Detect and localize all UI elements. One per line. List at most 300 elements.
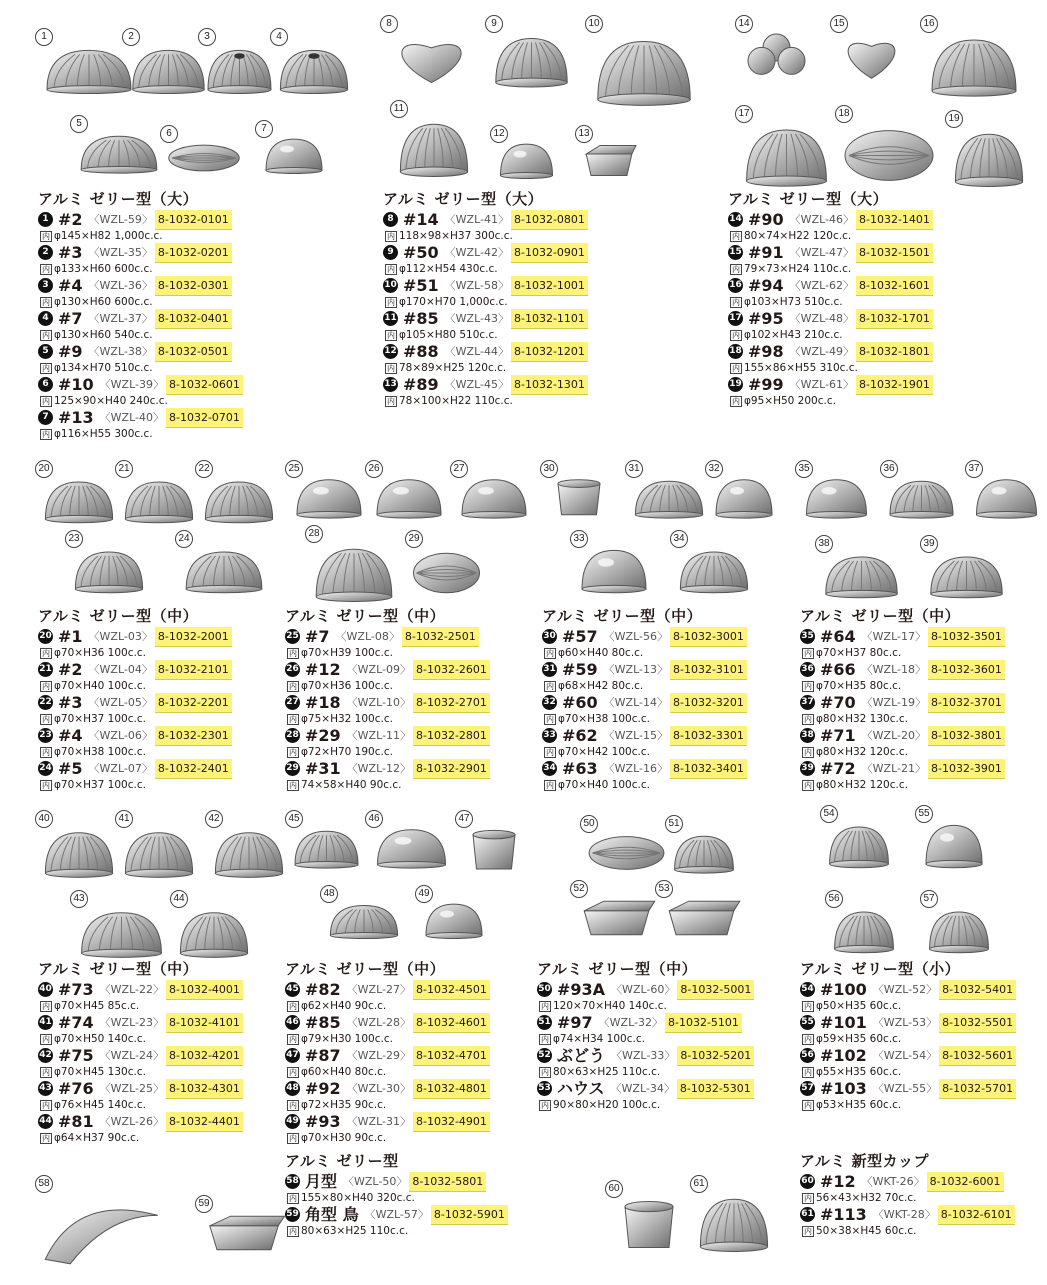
product-item bbox=[38, 1046, 243, 1079]
product-item bbox=[38, 980, 243, 1013]
jelly-mold-flute-icon bbox=[74, 904, 169, 962]
inner-dimension-mark: 内 bbox=[387, 231, 395, 241]
product-code: 8-1032-2001 bbox=[155, 627, 232, 647]
inner-dimension-mark: 内 bbox=[42, 714, 50, 724]
photo-number-badge: 5 bbox=[70, 115, 88, 133]
group-title: アルミ ゼリー型（中） bbox=[285, 960, 446, 978]
product-name: #31 bbox=[305, 759, 341, 778]
product-name: #3 bbox=[58, 693, 83, 712]
product-code: 8-1032-5601 bbox=[939, 1046, 1016, 1066]
product-code: 8-1032-1701 bbox=[856, 309, 933, 329]
photo-number-badge: 56 bbox=[825, 890, 843, 908]
photo-number-badge: 31 bbox=[625, 460, 643, 478]
product-item bbox=[800, 1079, 1016, 1112]
product-spec: φ70×H36 100c.c. bbox=[54, 647, 146, 659]
product-code: 8-1032-3301 bbox=[670, 726, 747, 746]
photo-number-badge: 32 bbox=[705, 460, 723, 478]
photo-number-badge: 35 bbox=[795, 460, 813, 478]
product-spec: φ70×H37 80c.c. bbox=[816, 647, 902, 659]
item-number-badge: 11 bbox=[383, 311, 398, 326]
jelly-mold-flute-icon bbox=[119, 824, 199, 882]
model-number: 〈WZL-54〉 bbox=[872, 1049, 938, 1062]
inner-dimension-mark: 内 bbox=[546, 681, 554, 691]
product-item bbox=[38, 1112, 243, 1145]
product-name: #7 bbox=[58, 309, 83, 328]
inner-dimension-mark: 内 bbox=[387, 330, 395, 340]
model-number: 〈WZL-16〉 bbox=[603, 762, 668, 775]
photo-number-badge: 17 bbox=[735, 105, 753, 123]
product-spec: φ70×H38 100c.c. bbox=[54, 746, 146, 758]
model-number: 〈WZL-33〉 bbox=[611, 1049, 676, 1062]
product-name: #102 bbox=[820, 1046, 867, 1065]
photo-number-badge: 50 bbox=[580, 815, 598, 833]
photo-number-badge: 12 bbox=[490, 125, 508, 143]
photo-number-badge: 39 bbox=[920, 535, 938, 553]
product-name: #93A bbox=[557, 980, 606, 999]
product-item bbox=[537, 980, 754, 1013]
product-item bbox=[38, 726, 232, 759]
photo-number-badge: 44 bbox=[170, 890, 188, 908]
item-number-badge: 25 bbox=[285, 629, 300, 644]
jelly-mold-flute-icon bbox=[829, 904, 899, 957]
jelly-mold-dome-icon bbox=[259, 134, 329, 177]
inner-dimension-mark: 内 bbox=[42, 330, 50, 340]
photo-number-badge: 18 bbox=[835, 105, 853, 123]
product-code: 8-1032-2601 bbox=[413, 660, 490, 680]
inner-dimension-mark: 内 bbox=[42, 648, 50, 658]
product-name: #85 bbox=[403, 309, 439, 328]
product-code: 8-1032-1801 bbox=[856, 342, 933, 362]
item-number-badge: 57 bbox=[800, 1081, 815, 1096]
product-spec: φ59×H35 60c.c. bbox=[816, 1033, 902, 1045]
product-name: #18 bbox=[305, 693, 341, 712]
model-number: 〈WKT-26〉 bbox=[861, 1175, 925, 1188]
product-item bbox=[800, 1046, 1016, 1079]
photo-number-badge: 24 bbox=[175, 530, 193, 548]
photo-number-badge: 20 bbox=[35, 460, 53, 478]
product-item bbox=[383, 309, 588, 342]
product-group bbox=[537, 958, 754, 1112]
product-group bbox=[285, 605, 490, 792]
product-item bbox=[38, 627, 232, 660]
product-code: 8-1032-3601 bbox=[928, 660, 1005, 680]
product-code: 8-1032-0601 bbox=[166, 375, 243, 395]
product-item bbox=[728, 309, 933, 342]
group-title: アルミ ゼリー型（中） bbox=[800, 607, 961, 625]
inner-dimension-mark: 内 bbox=[42, 429, 50, 439]
item-number-badge: 18 bbox=[728, 344, 743, 359]
item-number-badge: 49 bbox=[285, 1114, 300, 1129]
inner-dimension-mark: 内 bbox=[387, 297, 395, 307]
product-spec: 125×90×H40 240c.c. bbox=[54, 395, 168, 407]
item-number-badge: 40 bbox=[38, 982, 53, 997]
group-title: アルミ ゼリー型（大） bbox=[383, 190, 544, 208]
product-spec: φ60×H40 80c.c. bbox=[558, 647, 644, 659]
inner-dimension-mark: 内 bbox=[42, 780, 50, 790]
item-number-badge: 13 bbox=[383, 377, 398, 392]
product-spec: φ103×H73 510c.c. bbox=[744, 296, 843, 308]
group-title: アルミ ゼリー型（中） bbox=[537, 960, 698, 978]
model-number: 〈WZL-57〉 bbox=[364, 1208, 429, 1221]
item-number-badge: 41 bbox=[38, 1015, 53, 1030]
inner-dimension-mark: 内 bbox=[289, 1001, 297, 1011]
product-spec: 56×43×H32 70c.c. bbox=[816, 1192, 917, 1204]
product-name: #64 bbox=[820, 627, 856, 646]
item-number-badge: 19 bbox=[728, 377, 743, 392]
inner-dimension-mark: 内 bbox=[732, 396, 740, 406]
product-group bbox=[285, 958, 490, 1145]
item-number-badge: 34 bbox=[542, 761, 557, 776]
photo-number-badge: 10 bbox=[585, 15, 603, 33]
product-code: 8-1032-5501 bbox=[939, 1013, 1016, 1033]
item-number-badge: 5 bbox=[38, 344, 53, 359]
jelly-mold-flute-icon bbox=[39, 42, 139, 98]
model-number: 〈WZL-50〉 bbox=[343, 1175, 408, 1188]
product-spec: φ70×H35 80c.c. bbox=[816, 680, 902, 692]
product-spec: 90×80×H20 100c.c. bbox=[553, 1099, 661, 1111]
product-name: #12 bbox=[305, 660, 341, 679]
product-item bbox=[800, 1172, 1015, 1205]
product-item bbox=[383, 210, 588, 243]
product-item bbox=[728, 276, 933, 309]
photo-number-badge: 6 bbox=[160, 125, 178, 143]
product-spec: φ70×H50 140c.c. bbox=[54, 1033, 146, 1045]
model-number: 〈WZL-49〉 bbox=[789, 345, 854, 358]
product-spec: φ68×H42 80c.c. bbox=[558, 680, 644, 692]
product-code: 8-1032-4101 bbox=[166, 1013, 243, 1033]
model-number: 〈WZL-18〉 bbox=[861, 663, 926, 676]
item-number-badge: 21 bbox=[38, 662, 53, 677]
jelly-mold-flute-icon bbox=[884, 474, 959, 522]
product-code: 8-1032-2801 bbox=[413, 726, 490, 746]
product-code: 8-1032-0901 bbox=[511, 243, 588, 263]
product-spec: φ95×H50 200c.c. bbox=[744, 395, 836, 407]
photo-number-badge: 53 bbox=[655, 880, 673, 898]
product-code: 8-1032-0201 bbox=[155, 243, 232, 263]
photo-number-badge: 46 bbox=[365, 810, 383, 828]
jelly-mold-flute-icon bbox=[309, 539, 399, 607]
jelly-mold-flute-icon bbox=[924, 904, 994, 957]
product-code: 8-1032-4201 bbox=[166, 1046, 243, 1066]
product-item bbox=[285, 1079, 490, 1112]
product-code: 8-1032-5901 bbox=[431, 1205, 508, 1225]
product-item bbox=[38, 243, 243, 276]
photo-number-badge: 27 bbox=[450, 460, 468, 478]
product-item bbox=[285, 627, 490, 660]
jelly-mold-dome-icon bbox=[289, 474, 369, 522]
product-code: 8-1032-2901 bbox=[413, 759, 490, 779]
product-spec: φ72×H35 90c.c. bbox=[301, 1099, 387, 1111]
product-item bbox=[542, 759, 747, 792]
product-spec: 50×38×H45 60c.c. bbox=[816, 1225, 917, 1237]
product-code: 8-1032-2401 bbox=[155, 759, 232, 779]
product-code: 8-1032-4401 bbox=[166, 1112, 243, 1132]
product-item bbox=[38, 276, 243, 309]
product-name: #7 bbox=[305, 627, 330, 646]
inner-dimension-mark: 内 bbox=[42, 1034, 50, 1044]
model-number: 〈WZL-03〉 bbox=[88, 630, 153, 643]
photo-number-badge: 36 bbox=[880, 460, 898, 478]
product-name: #100 bbox=[820, 980, 867, 999]
jelly-mold-flute-icon bbox=[674, 544, 754, 597]
photo-number-badge: 23 bbox=[65, 530, 83, 548]
product-code: 8-1032-4801 bbox=[413, 1079, 490, 1099]
jelly-mold-flute-icon bbox=[289, 824, 364, 872]
product-spec: φ133×H60 600c.c. bbox=[54, 263, 153, 275]
photo-number-badge: 38 bbox=[815, 535, 833, 553]
product-item bbox=[542, 726, 747, 759]
item-number-badge: 44 bbox=[38, 1114, 53, 1129]
jelly-mold-dome-icon bbox=[419, 899, 489, 942]
jelly-mold-flute-icon bbox=[119, 474, 199, 527]
product-spec: 80×63×H25 110c.c. bbox=[301, 1225, 409, 1237]
photo-number-badge: 48 bbox=[320, 885, 338, 903]
product-group bbox=[800, 605, 1005, 792]
product-item bbox=[38, 693, 232, 726]
item-number-badge: 8 bbox=[383, 212, 398, 227]
item-number-badge: 3 bbox=[38, 278, 53, 293]
product-name: #1 bbox=[58, 627, 83, 646]
product-group bbox=[285, 1150, 508, 1238]
product-name: #81 bbox=[58, 1112, 94, 1131]
photo-number-badge: 4 bbox=[270, 28, 288, 46]
product-item bbox=[800, 980, 1016, 1013]
item-number-badge: 38 bbox=[800, 728, 815, 743]
model-number: 〈WZL-19〉 bbox=[861, 696, 926, 709]
product-code: 8-1032-2201 bbox=[155, 693, 232, 713]
product-spec: φ70×H38 100c.c. bbox=[558, 713, 650, 725]
item-number-badge: 20 bbox=[38, 629, 53, 644]
product-code: 8-1032-0301 bbox=[155, 276, 232, 296]
photo-number-badge: 45 bbox=[285, 810, 303, 828]
product-code: 8-1032-4501 bbox=[413, 980, 490, 1000]
jelly-mold-cup-icon bbox=[544, 474, 614, 522]
model-number: 〈WZL-55〉 bbox=[872, 1082, 938, 1095]
jelly-mold-oval-icon bbox=[839, 119, 939, 192]
inner-dimension-mark: 内 bbox=[289, 1034, 297, 1044]
model-number: 〈WZL-13〉 bbox=[603, 663, 668, 676]
jelly-mold-flute-icon bbox=[179, 544, 269, 597]
product-name: #2 bbox=[58, 660, 83, 679]
product-name: #71 bbox=[820, 726, 856, 745]
item-number-badge: 46 bbox=[285, 1015, 300, 1030]
model-number: 〈WZL-48〉 bbox=[789, 312, 854, 325]
product-name: ぶどう bbox=[557, 1046, 606, 1065]
model-number: 〈WZL-29〉 bbox=[346, 1049, 411, 1062]
product-name: #82 bbox=[305, 980, 341, 999]
inner-dimension-mark: 内 bbox=[804, 714, 812, 724]
product-code: 8-1032-2501 bbox=[402, 627, 479, 647]
item-number-badge: 29 bbox=[285, 761, 300, 776]
item-number-badge: 26 bbox=[285, 662, 300, 677]
product-item bbox=[285, 1112, 490, 1145]
product-item bbox=[285, 693, 490, 726]
product-item bbox=[383, 375, 588, 408]
inner-dimension-mark: 内 bbox=[804, 648, 812, 658]
product-item bbox=[285, 759, 490, 792]
product-spec: φ80×H32 120c.c. bbox=[816, 779, 908, 791]
model-number: 〈WZL-22〉 bbox=[99, 983, 164, 996]
product-item bbox=[542, 660, 747, 693]
product-spec: φ76×H45 140c.c. bbox=[54, 1099, 146, 1111]
item-number-badge: 61 bbox=[800, 1207, 815, 1222]
product-name: #3 bbox=[58, 243, 83, 262]
inner-dimension-mark: 内 bbox=[42, 1067, 50, 1077]
item-number-badge: 58 bbox=[285, 1174, 300, 1189]
group-title: アルミ ゼリー型（中） bbox=[285, 607, 446, 625]
product-code: 8-1032-5301 bbox=[677, 1079, 754, 1099]
model-number: 〈WZL-24〉 bbox=[99, 1049, 164, 1062]
item-number-badge: 12 bbox=[383, 344, 398, 359]
product-spec: φ74×H34 100c.c. bbox=[553, 1033, 645, 1045]
model-number: 〈WZL-46〉 bbox=[789, 213, 854, 226]
product-code: 8-1032-3401 bbox=[670, 759, 747, 779]
product-item bbox=[285, 1172, 508, 1205]
product-name: #94 bbox=[748, 276, 784, 295]
product-item bbox=[38, 408, 243, 441]
product-item bbox=[537, 1046, 754, 1079]
photo-number-badge: 33 bbox=[570, 530, 588, 548]
product-group bbox=[383, 188, 588, 408]
product-code: 8-1032-0401 bbox=[155, 309, 232, 329]
item-number-badge: 24 bbox=[38, 761, 53, 776]
product-code: 8-1032-5701 bbox=[939, 1079, 1016, 1099]
jelly-mold-dome-icon bbox=[369, 824, 454, 872]
jelly-mold-flute-icon bbox=[74, 129, 164, 177]
inner-dimension-mark: 内 bbox=[732, 363, 740, 373]
photo-number-badge: 54 bbox=[820, 805, 838, 823]
inner-dimension-mark: 内 bbox=[42, 363, 50, 373]
jelly-mold-flute-icon bbox=[174, 904, 254, 962]
product-group bbox=[38, 188, 243, 441]
jelly-mold-flute-icon bbox=[669, 829, 739, 877]
model-number: 〈WZL-27〉 bbox=[346, 983, 411, 996]
model-number: 〈WZL-23〉 bbox=[99, 1016, 164, 1029]
model-number: 〈WZL-25〉 bbox=[99, 1082, 164, 1095]
jelly-mold-dome-icon bbox=[574, 544, 654, 597]
product-spec: φ70×H40 100c.c. bbox=[54, 680, 146, 692]
group-title: アルミ 新型カップ bbox=[800, 1152, 929, 1170]
product-name: #103 bbox=[820, 1079, 867, 1098]
product-item bbox=[728, 243, 933, 276]
item-number-badge: 43 bbox=[38, 1081, 53, 1096]
photo-number-badge: 1 bbox=[35, 28, 53, 46]
inner-dimension-mark: 内 bbox=[732, 231, 740, 241]
jelly-mold-flute-icon bbox=[126, 42, 211, 98]
jelly-mold-flute-icon bbox=[394, 114, 474, 182]
item-number-badge: 48 bbox=[285, 1081, 300, 1096]
photo-number-badge: 60 bbox=[605, 1180, 623, 1198]
product-code: 8-1032-0101 bbox=[155, 210, 232, 230]
inner-dimension-mark: 内 bbox=[289, 780, 297, 790]
inner-dimension-mark: 内 bbox=[289, 1067, 297, 1077]
product-spec: φ75×H32 100c.c. bbox=[301, 713, 393, 725]
product-spec: 155×86×H55 310c.c. bbox=[744, 362, 858, 374]
model-number: 〈WZL-43〉 bbox=[444, 312, 509, 325]
jelly-mold-square-icon bbox=[659, 894, 744, 942]
jelly-mold-clover-icon bbox=[739, 29, 814, 87]
inner-dimension-mark: 内 bbox=[804, 1001, 812, 1011]
product-code: 8-1032-5101 bbox=[665, 1013, 742, 1033]
inner-dimension-mark: 内 bbox=[804, 1226, 812, 1236]
photo-number-badge: 9 bbox=[485, 15, 503, 33]
product-code: 8-1032-6101 bbox=[938, 1205, 1015, 1225]
jelly-mold-heart-icon bbox=[834, 29, 909, 87]
product-code: 8-1032-3801 bbox=[928, 726, 1005, 746]
jelly-mold-flute-icon bbox=[924, 549, 1009, 602]
product-item bbox=[728, 375, 933, 408]
item-number-badge: 4 bbox=[38, 311, 53, 326]
item-number-badge: 31 bbox=[542, 662, 557, 677]
model-number: 〈WZL-31〉 bbox=[346, 1115, 411, 1128]
product-name: #70 bbox=[820, 693, 856, 712]
jelly-mold-flute-icon bbox=[629, 474, 709, 522]
inner-dimension-mark: 内 bbox=[804, 780, 812, 790]
product-item bbox=[728, 210, 933, 243]
photo-number-badge: 41 bbox=[115, 810, 133, 828]
product-name: #88 bbox=[403, 342, 439, 361]
product-name: #51 bbox=[403, 276, 439, 295]
model-number: 〈WZL-08〉 bbox=[335, 630, 400, 643]
jelly-mold-dome-icon bbox=[494, 139, 559, 182]
product-code: 8-1032-4701 bbox=[413, 1046, 490, 1066]
product-item bbox=[38, 759, 232, 792]
item-number-badge: 28 bbox=[285, 728, 300, 743]
item-number-badge: 36 bbox=[800, 662, 815, 677]
item-number-badge: 52 bbox=[537, 1048, 552, 1063]
product-item bbox=[800, 627, 1005, 660]
inner-dimension-mark: 内 bbox=[732, 264, 740, 274]
product-code: 8-1032-4301 bbox=[166, 1079, 243, 1099]
inner-dimension-mark: 内 bbox=[289, 1193, 297, 1203]
item-number-badge: 30 bbox=[542, 629, 557, 644]
product-spec: φ80×H32 130c.c. bbox=[816, 713, 908, 725]
jelly-mold-flute-icon bbox=[324, 899, 404, 942]
jelly-mold-oval-icon bbox=[164, 139, 244, 177]
product-code: 8-1032-1901 bbox=[856, 375, 933, 395]
product-code: 8-1032-1201 bbox=[511, 342, 588, 362]
jelly-mold-dome-icon bbox=[454, 474, 534, 522]
model-number: 〈WZL-44〉 bbox=[444, 345, 509, 358]
product-spec: φ70×H36 100c.c. bbox=[301, 680, 393, 692]
model-number: 〈WZL-62〉 bbox=[789, 279, 854, 292]
model-number: 〈WZL-47〉 bbox=[789, 246, 854, 259]
product-item bbox=[542, 693, 747, 726]
product-item bbox=[38, 375, 243, 408]
product-name: #98 bbox=[748, 342, 784, 361]
product-name: #4 bbox=[58, 726, 83, 745]
product-code: 8-1032-3101 bbox=[670, 660, 747, 680]
item-number-badge: 2 bbox=[38, 245, 53, 260]
product-spec: φ70×H45 85c.c. bbox=[54, 1000, 140, 1012]
product-spec: φ105×H80 510c.c. bbox=[399, 329, 498, 341]
product-code: 8-1032-1101 bbox=[511, 309, 588, 329]
photo-number-badge: 25 bbox=[285, 460, 303, 478]
item-number-badge: 53 bbox=[537, 1081, 552, 1096]
product-item bbox=[537, 1013, 754, 1046]
jelly-mold-dome-icon bbox=[709, 474, 779, 522]
product-code: 8-1032-3501 bbox=[928, 627, 1005, 647]
item-number-badge: 22 bbox=[38, 695, 53, 710]
photo-number-badge: 37 bbox=[965, 460, 983, 478]
product-name: #9 bbox=[58, 342, 83, 361]
inner-dimension-mark: 内 bbox=[546, 648, 554, 658]
product-item bbox=[383, 243, 588, 276]
product-item bbox=[800, 1205, 1015, 1238]
product-code: 8-1032-4601 bbox=[413, 1013, 490, 1033]
product-name: #87 bbox=[305, 1046, 341, 1065]
product-code: 8-1032-1501 bbox=[856, 243, 933, 263]
